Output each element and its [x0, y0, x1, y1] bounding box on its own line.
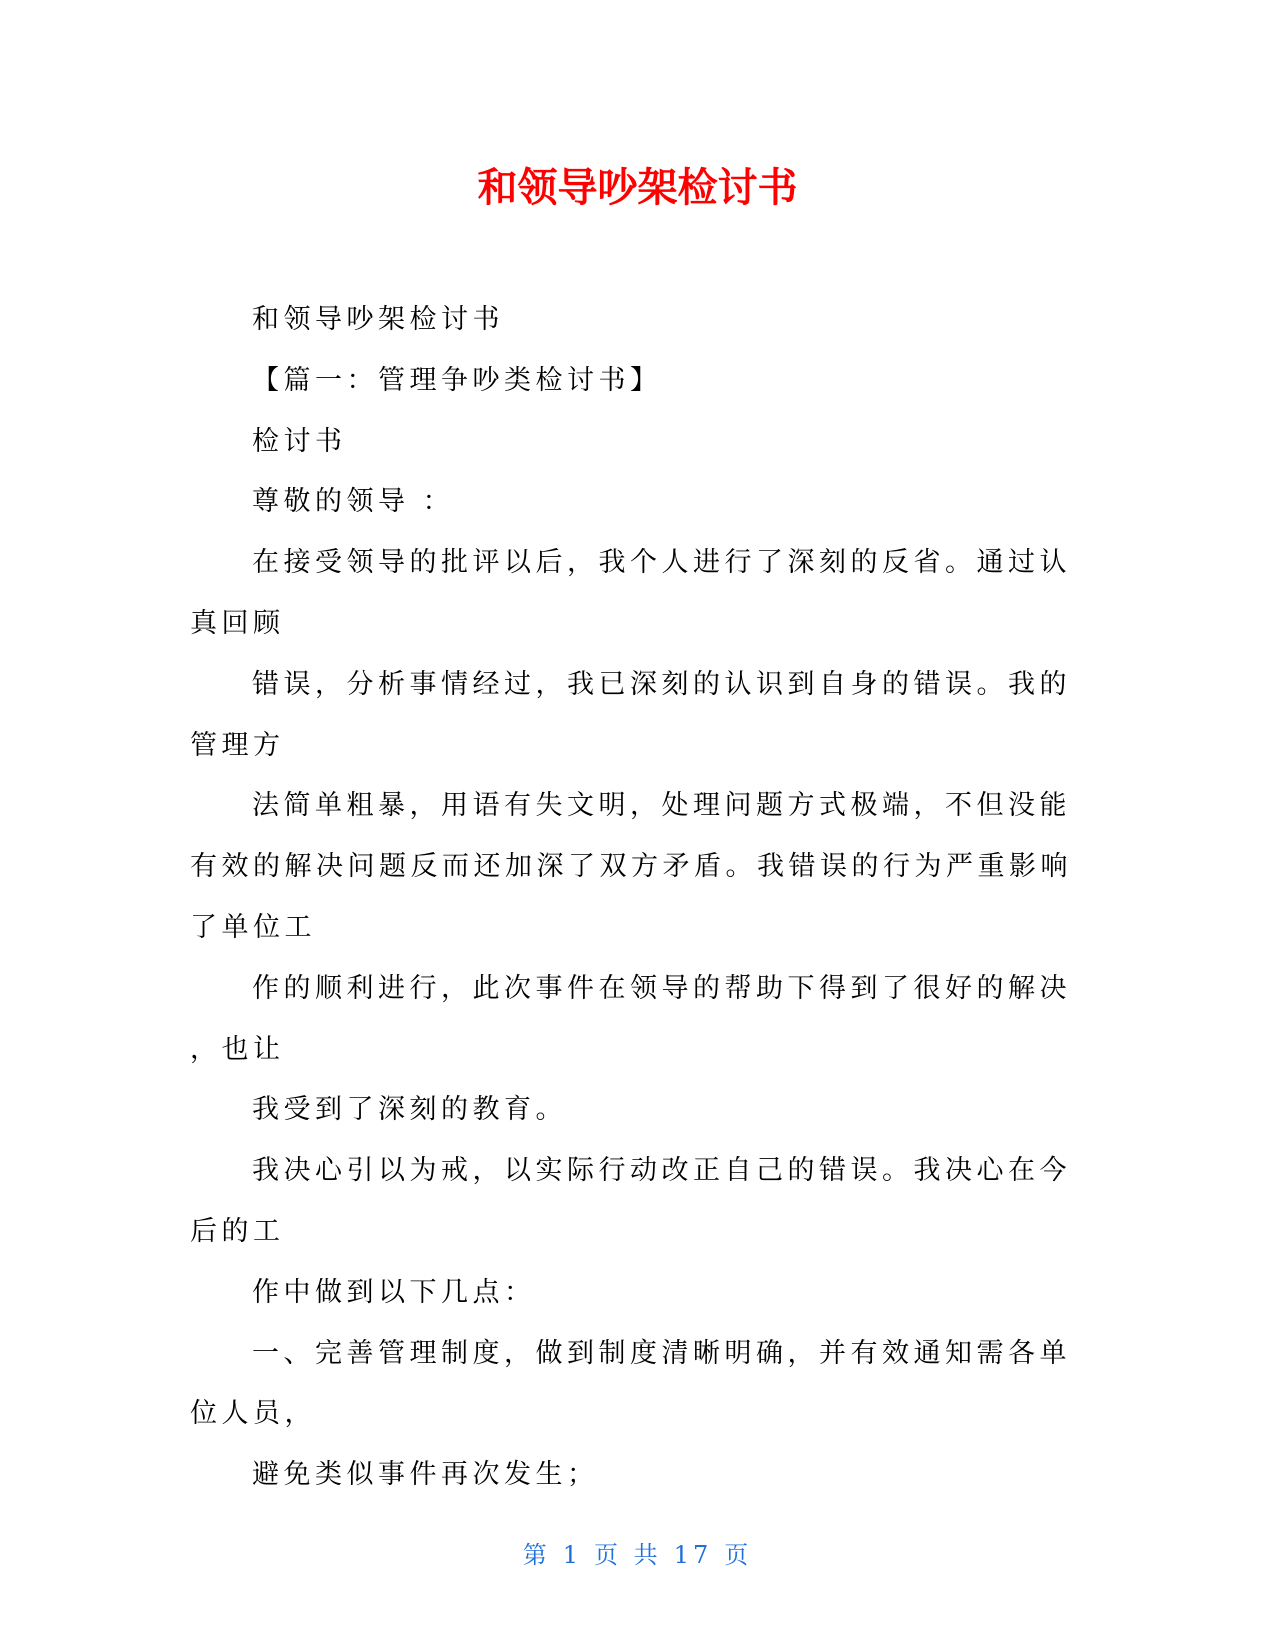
text-line: 管理方: [190, 729, 285, 761]
text-line: ，也让: [190, 1033, 285, 1065]
document-body: [190, 290, 1070, 1506]
footer-total-pages: 17: [673, 1541, 713, 1569]
text-line: 法简单粗暴，用语有失文明，处理问题方式极端，不但没能: [252, 790, 1071, 822]
footer-middle: 页 共: [594, 1541, 662, 1569]
document-title: 和领导吵架检讨书: [477, 165, 798, 211]
text-line: 和领导吵架检讨书: [252, 304, 504, 335]
text-line: 在接受领导的批评以后，我个人进行了深刻的反省。通过认: [252, 547, 1071, 579]
footer-suffix: 页: [724, 1541, 753, 1569]
text-line: 真回顾: [190, 607, 285, 639]
text-line: 检讨书: [252, 425, 347, 457]
text-line: 后的工: [190, 1215, 285, 1247]
footer-page-number: 1: [562, 1541, 583, 1569]
text-line: 错误，分析事情经过，我已深刻的认识到自身的错误。我的: [252, 668, 1071, 700]
text-line: 避免类似事件再次发生；: [252, 1459, 599, 1491]
text-line: 了单位工: [190, 911, 316, 943]
text-line: 有效的解决问题反而还加深了双方矛盾。我错误的行为严重影响: [190, 851, 1072, 883]
footer-prefix: 第: [522, 1541, 551, 1569]
text-line: 一、完善管理制度，做到制度清晰明确，并有效通知需各单: [252, 1337, 1071, 1369]
text-line: 尊敬的领导 ：: [252, 486, 455, 518]
text-line: 我决心引以为戒，以实际行动改正自己的错误。我决心在今: [252, 1155, 1071, 1187]
text-line: 位人员，: [190, 1398, 316, 1430]
page-footer: [0, 1540, 1275, 1570]
text-line: 作中做到以下几点：: [252, 1276, 536, 1308]
text-line: 我受到了深刻的教育。: [252, 1094, 567, 1126]
text-line: 作的顺利进行，此次事件在领导的帮助下得到了很好的解决: [252, 972, 1071, 1004]
text-line: 【篇一：管理争吵类检讨书】: [252, 364, 662, 396]
